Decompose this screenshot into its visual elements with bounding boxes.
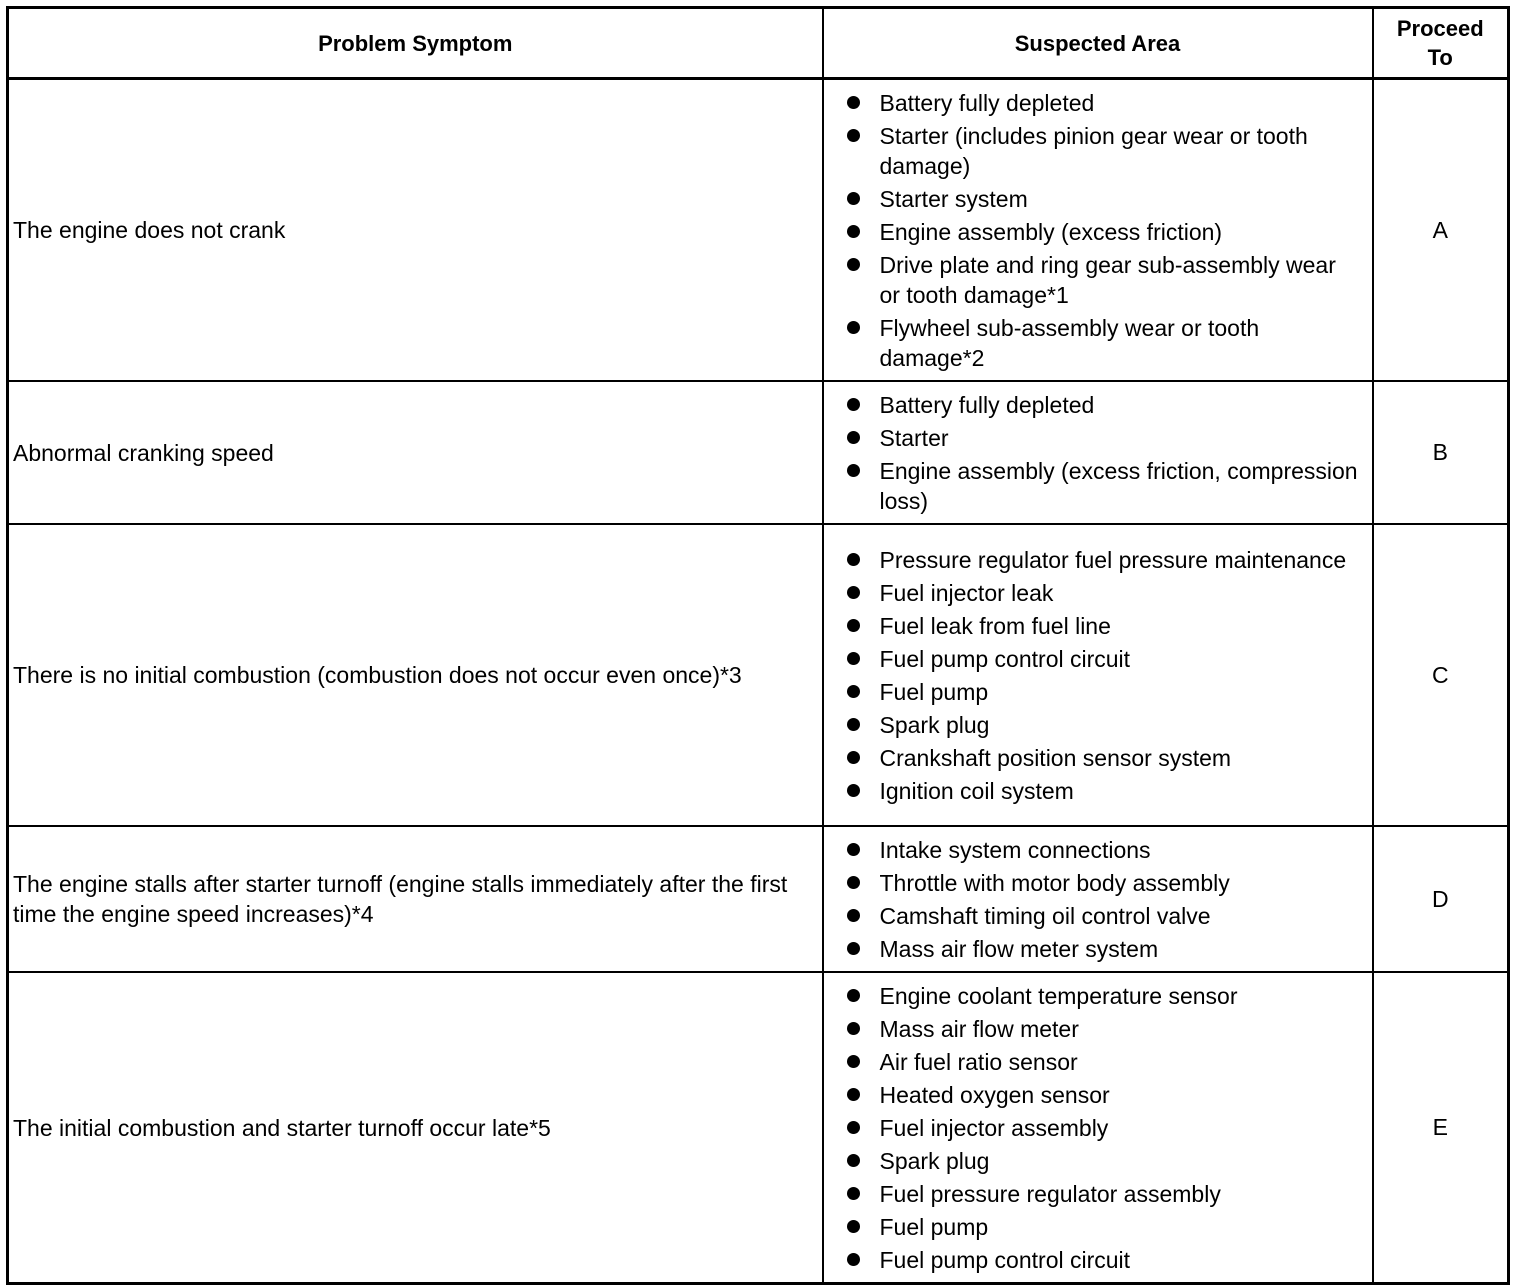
area-text: Fuel pump control circuit [879,646,1131,672]
bullet-icon [847,942,860,955]
proceed-to-cell: E [1373,972,1509,1284]
suspected-area-cell [823,524,1373,826]
list-item [844,835,1362,865]
list-item [844,578,1362,608]
suspected-area-list [844,545,1362,806]
problem-symptom-table [6,6,1510,1285]
bullet-icon [847,751,860,764]
area-text: Starter [879,425,949,451]
list-item [844,901,1362,931]
bullet-icon [847,619,860,632]
bullet-icon [847,586,860,599]
table-row [8,826,1509,972]
list-item [844,743,1362,773]
area-text: Spark plug [879,1148,990,1174]
list-item [844,776,1362,806]
bullet-icon [847,1121,860,1134]
area-text: Battery fully depleted [879,392,1095,418]
header-problem-symptom: Problem Symptom [8,8,823,79]
suspected-area-list [844,981,1362,1275]
area-text: Ignition coil system [879,778,1074,804]
list-item [844,644,1362,674]
bullet-icon [847,1220,860,1233]
table-row [8,524,1509,826]
list-item [844,1179,1362,1209]
bullet-icon [847,1253,860,1266]
proceed-to-cell: D [1373,826,1509,972]
list-item [844,1014,1362,1044]
area-text: Mass air flow meter system [879,936,1159,962]
suspected-area-cell [823,826,1373,972]
header-proceed-to [1373,8,1509,79]
bullet-icon [847,431,860,444]
area-text: Fuel pump [879,679,989,705]
list-item [844,250,1362,310]
area-text: Air fuel ratio sensor [879,1049,1078,1075]
area-text: Fuel injector leak [879,580,1054,606]
bullet-icon [847,192,860,205]
area-text: Fuel leak from fuel line [879,613,1111,639]
list-item [844,423,1362,453]
area-text: Starter (includes pinion gear wear or tooth damage) [879,123,1308,179]
bullet-icon [847,1022,860,1035]
header-proceed-line1: Proceed [1396,16,1484,41]
area-text: Crankshaft position sensor system [879,745,1232,771]
bullet-icon [847,843,860,856]
bullet-icon [847,129,860,142]
bullet-icon [847,718,860,731]
area-text: Throttle with motor body assembly [879,870,1230,896]
list-item [844,313,1362,373]
list-item [844,217,1362,247]
area-text: Intake system connections [879,837,1151,863]
bullet-icon [847,96,860,109]
suspected-area-cell [823,381,1373,524]
area-text: Fuel injector assembly [879,1115,1109,1141]
bullet-icon [847,989,860,1002]
area-text: Heated oxygen sensor [879,1082,1110,1108]
bullet-icon [847,876,860,889]
table-row [8,972,1509,1284]
list-item [844,611,1362,641]
bullet-icon [847,652,860,665]
table-row [8,381,1509,524]
bullet-icon [847,1154,860,1167]
symptom-cell: The engine stalls after starter turnoff (engine stalls immediately after the first time the engine speed increases)*4 [8,826,823,972]
list-item [844,88,1362,118]
area-text: Fuel pressure regulator assembly [879,1181,1221,1207]
list-item [844,121,1362,181]
list-item [844,184,1362,214]
list-item [844,934,1362,964]
suspected-area-cell [823,972,1373,1284]
proceed-to-cell: B [1373,381,1509,524]
list-item [844,1212,1362,1242]
symptom-cell: Abnormal cranking speed [8,381,823,524]
bullet-icon [847,909,860,922]
area-text: Battery fully depleted [879,90,1095,116]
suspected-area-cell [823,79,1373,382]
bullet-icon [847,1088,860,1101]
list-item [844,1047,1362,1077]
list-item [844,545,1362,575]
table-row [8,79,1509,382]
proceed-to-cell: C [1373,524,1509,826]
area-text: Engine coolant temperature sensor [879,983,1238,1009]
list-item [844,981,1362,1011]
area-text: Spark plug [879,712,990,738]
list-item [844,868,1362,898]
list-item [844,1146,1362,1176]
symptom-cell: There is no initial combustion (combustion does not occur even once)*3 [8,524,823,826]
area-text: Engine assembly (excess friction) [879,219,1223,245]
bullet-icon [847,784,860,797]
suspected-area-list [844,390,1362,516]
header-row [8,8,1509,79]
list-item [844,390,1362,420]
area-text: Engine assembly (excess friction, compression loss) [879,458,1358,514]
bullet-icon [847,1055,860,1068]
list-item [844,456,1362,516]
bullet-icon [847,1187,860,1200]
bullet-icon [847,398,860,411]
bullet-icon [847,258,860,271]
area-text: Fuel pump [879,1214,989,1240]
bullet-icon [847,225,860,238]
list-item [844,1113,1362,1143]
area-text: Fuel pump control circuit [879,1247,1131,1273]
list-item [844,677,1362,707]
list-item [844,1245,1362,1275]
list-item [844,710,1362,740]
symptom-cell: The initial combustion and starter turnoff occur late*5 [8,972,823,1284]
bullet-icon [847,685,860,698]
list-item [844,1080,1362,1110]
suspected-area-list [844,88,1362,373]
area-text: Drive plate and ring gear sub-assembly wear or tooth damage*1 [879,252,1336,308]
suspected-area-list [844,835,1362,964]
bullet-icon [847,553,860,566]
proceed-to-cell: A [1373,79,1509,382]
header-proceed-line2: To [1427,45,1453,70]
area-text: Starter system [879,186,1028,212]
bullet-icon [847,464,860,477]
area-text: Mass air flow meter [879,1016,1079,1042]
header-suspected-area: Suspected Area [823,8,1373,79]
area-text: Pressure regulator fuel pressure maintenance [879,547,1347,573]
symptom-cell: The engine does not crank [8,79,823,382]
area-text: Camshaft timing oil control valve [879,903,1211,929]
area-text: Flywheel sub-assembly wear or tooth damage*2 [879,315,1260,371]
bullet-icon [847,321,860,334]
